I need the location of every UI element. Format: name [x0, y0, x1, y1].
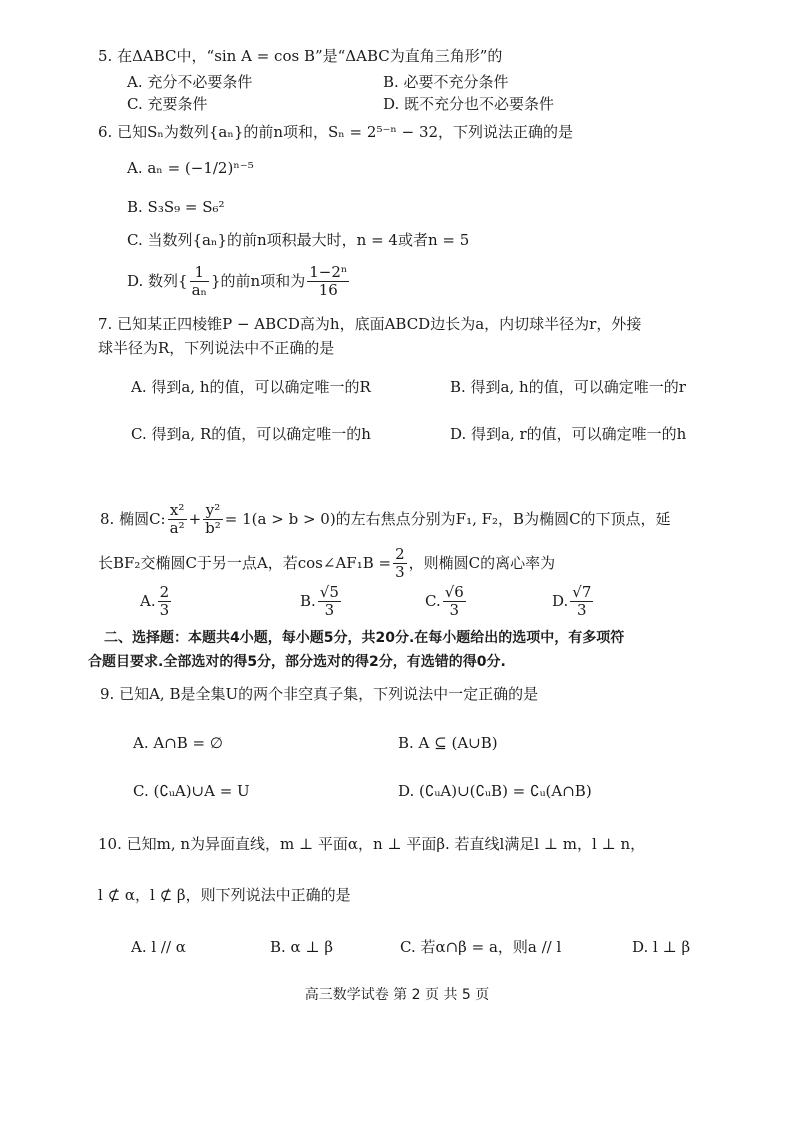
q8-cos-fraction [393, 546, 407, 582]
q8-c-num: √6 [444, 583, 464, 601]
section-2-heading-line-2: 合题目要求.全部选对的得5分，部分选对的得2分，有选错的得0分. [88, 654, 506, 670]
q8-a-fraction [158, 584, 172, 620]
q8-stem-line-2 [98, 546, 555, 582]
q9-stem: 9. 已知A, B是全集U的两个非空真子集，下列说法中一定正确的是 [100, 685, 539, 703]
q7-stem-line-2: 球半径为R，下列说法中不正确的是 [98, 339, 335, 357]
q6-d-frac2-num: 1−2ⁿ [309, 263, 348, 281]
q6-option-a: A. aₙ = (−1/2)ⁿ⁻⁵ [127, 159, 254, 177]
q10-option-a: A. l // α [131, 938, 186, 956]
q5-stem: 5. 在ΔABC中，“sin A = cos B”是“ΔABC为直角三角形”的 [98, 47, 503, 65]
q9-option-a: A. A∩B = ∅ [133, 734, 223, 752]
q8-x-fraction [168, 502, 187, 538]
q8-cos-den: 3 [395, 563, 405, 582]
q8-d-label: D. [552, 591, 569, 610]
q5-option-c: C. 充要条件 [127, 95, 208, 113]
q8-a-den: 3 [159, 601, 170, 620]
q7-option-a: A. 得到a, h的值，可以确定唯一的R [131, 378, 371, 396]
q10-option-c: C. 若α∩β = a，则a // l [400, 938, 562, 956]
q8-c-fraction [443, 584, 466, 620]
q10-stem-line-2: l ⊄ α，l ⊄ β，则下列说法中正确的是 [98, 886, 351, 904]
q5-option-b: B. 必要不充分条件 [383, 73, 509, 91]
q7-option-b: B. 得到a, h的值，可以确定唯一的r [450, 378, 686, 396]
q10-option-d: D. l ⊥ β [632, 938, 691, 956]
q6-d-prefix: D. 数列{ [127, 271, 188, 290]
q6-option-c: C. 当数列{aₙ}的前n项积最大时，n = 4或者n = 5 [127, 231, 470, 249]
q6-d-fraction-2 [307, 264, 349, 300]
q8-c-den: 3 [449, 601, 460, 620]
q8-d-fraction [570, 584, 593, 620]
q6-d-frac1-den: aₙ [191, 281, 208, 300]
q8-x-den: a² [169, 519, 185, 538]
q7-option-c: C. 得到a, R的值，可以确定唯一的h [131, 425, 371, 443]
q8-y-num: y² [203, 502, 223, 520]
q8-c-label: C. [425, 591, 441, 610]
q8-y-fraction [203, 502, 223, 538]
page-footer: 高三数学试卷 第 2 页 共 5 页 [304, 987, 490, 1003]
q8-y-den: b² [205, 519, 221, 538]
q8-x-num: x² [168, 502, 187, 520]
q8-a-label: A. [140, 591, 156, 610]
q8-b-num: √5 [319, 583, 339, 601]
q6-d-frac1-num: 1 [190, 264, 209, 282]
q8-option-c [425, 584, 468, 620]
q10-stem-line-1: 10. 已知m, n为异面直线，m ⊥ 平面α，n ⊥ 平面β. 若直线l满足l ⊥ m，l ⊥ n， [98, 835, 646, 853]
section-2-heading-line-1: 二、选择题：本题共4小题，每小题5分，共20分.在每小题给出的选项中，有多项符 [104, 630, 625, 646]
q9-option-b: B. A ⊆ (A∪B) [398, 734, 498, 752]
q8-stem-line-1 [100, 502, 671, 538]
q8-option-b [300, 584, 343, 620]
q8-stem2-prefix: 长BF₂交椭圆C于另一点A，若cos∠AF₁B = [98, 553, 392, 572]
q8-stem2-post: ，则椭圆C的离心率为 [408, 553, 556, 572]
q9-option-c: C. (∁ᵤA)∪A = U [133, 782, 250, 800]
q7-stem-line-1: 7. 已知某正四棱锥P − ABCD高为h，底面ABCD边长为a，内切球半径为r，外接 [98, 315, 642, 333]
q6-option-b: B. S₃S₉ = S₆² [127, 198, 225, 216]
q5-option-a: A. 充分不必要条件 [127, 73, 253, 91]
q7-option-d: D. 得到a, r的值，可以确定唯一的h [450, 425, 687, 443]
q6-d-fraction-1 [190, 264, 209, 300]
q8-b-den: 3 [324, 601, 335, 620]
q8-stem-prefix: 8. 椭圆C: [100, 509, 166, 528]
q8-d-den: 3 [577, 601, 587, 620]
q9-option-d: D. (∁ᵤA)∪(∁ᵤB) = ∁ᵤ(A∩B) [398, 782, 592, 800]
q8-b-fraction [318, 584, 341, 620]
q8-b-label: B. [300, 591, 316, 610]
q8-cos-num: 2 [395, 545, 405, 563]
q6-d-frac2-den: 16 [318, 281, 338, 300]
q5-option-d: D. 既不充分也不必要条件 [383, 95, 555, 113]
q10-option-b: B. α ⊥ β [270, 938, 334, 956]
q8-plus: + [188, 509, 202, 528]
q8-a-num: 2 [159, 583, 170, 601]
q6-option-d [127, 264, 351, 300]
q6-d-middle: }的前n项和为 [211, 271, 306, 290]
q8-stem-post: = 1(a > b > 0)的左右焦点分别为F₁, F₂，B为椭圆C的下顶点，延 [224, 509, 671, 528]
q8-d-num: √7 [572, 583, 592, 601]
q8-option-d [552, 584, 595, 620]
q8-option-a [140, 584, 173, 620]
q6-stem: 6. 已知Sₙ为数列{aₙ}的前n项和，Sₙ = 2⁵⁻ⁿ − 32，下列说法正确的是 [98, 123, 574, 141]
